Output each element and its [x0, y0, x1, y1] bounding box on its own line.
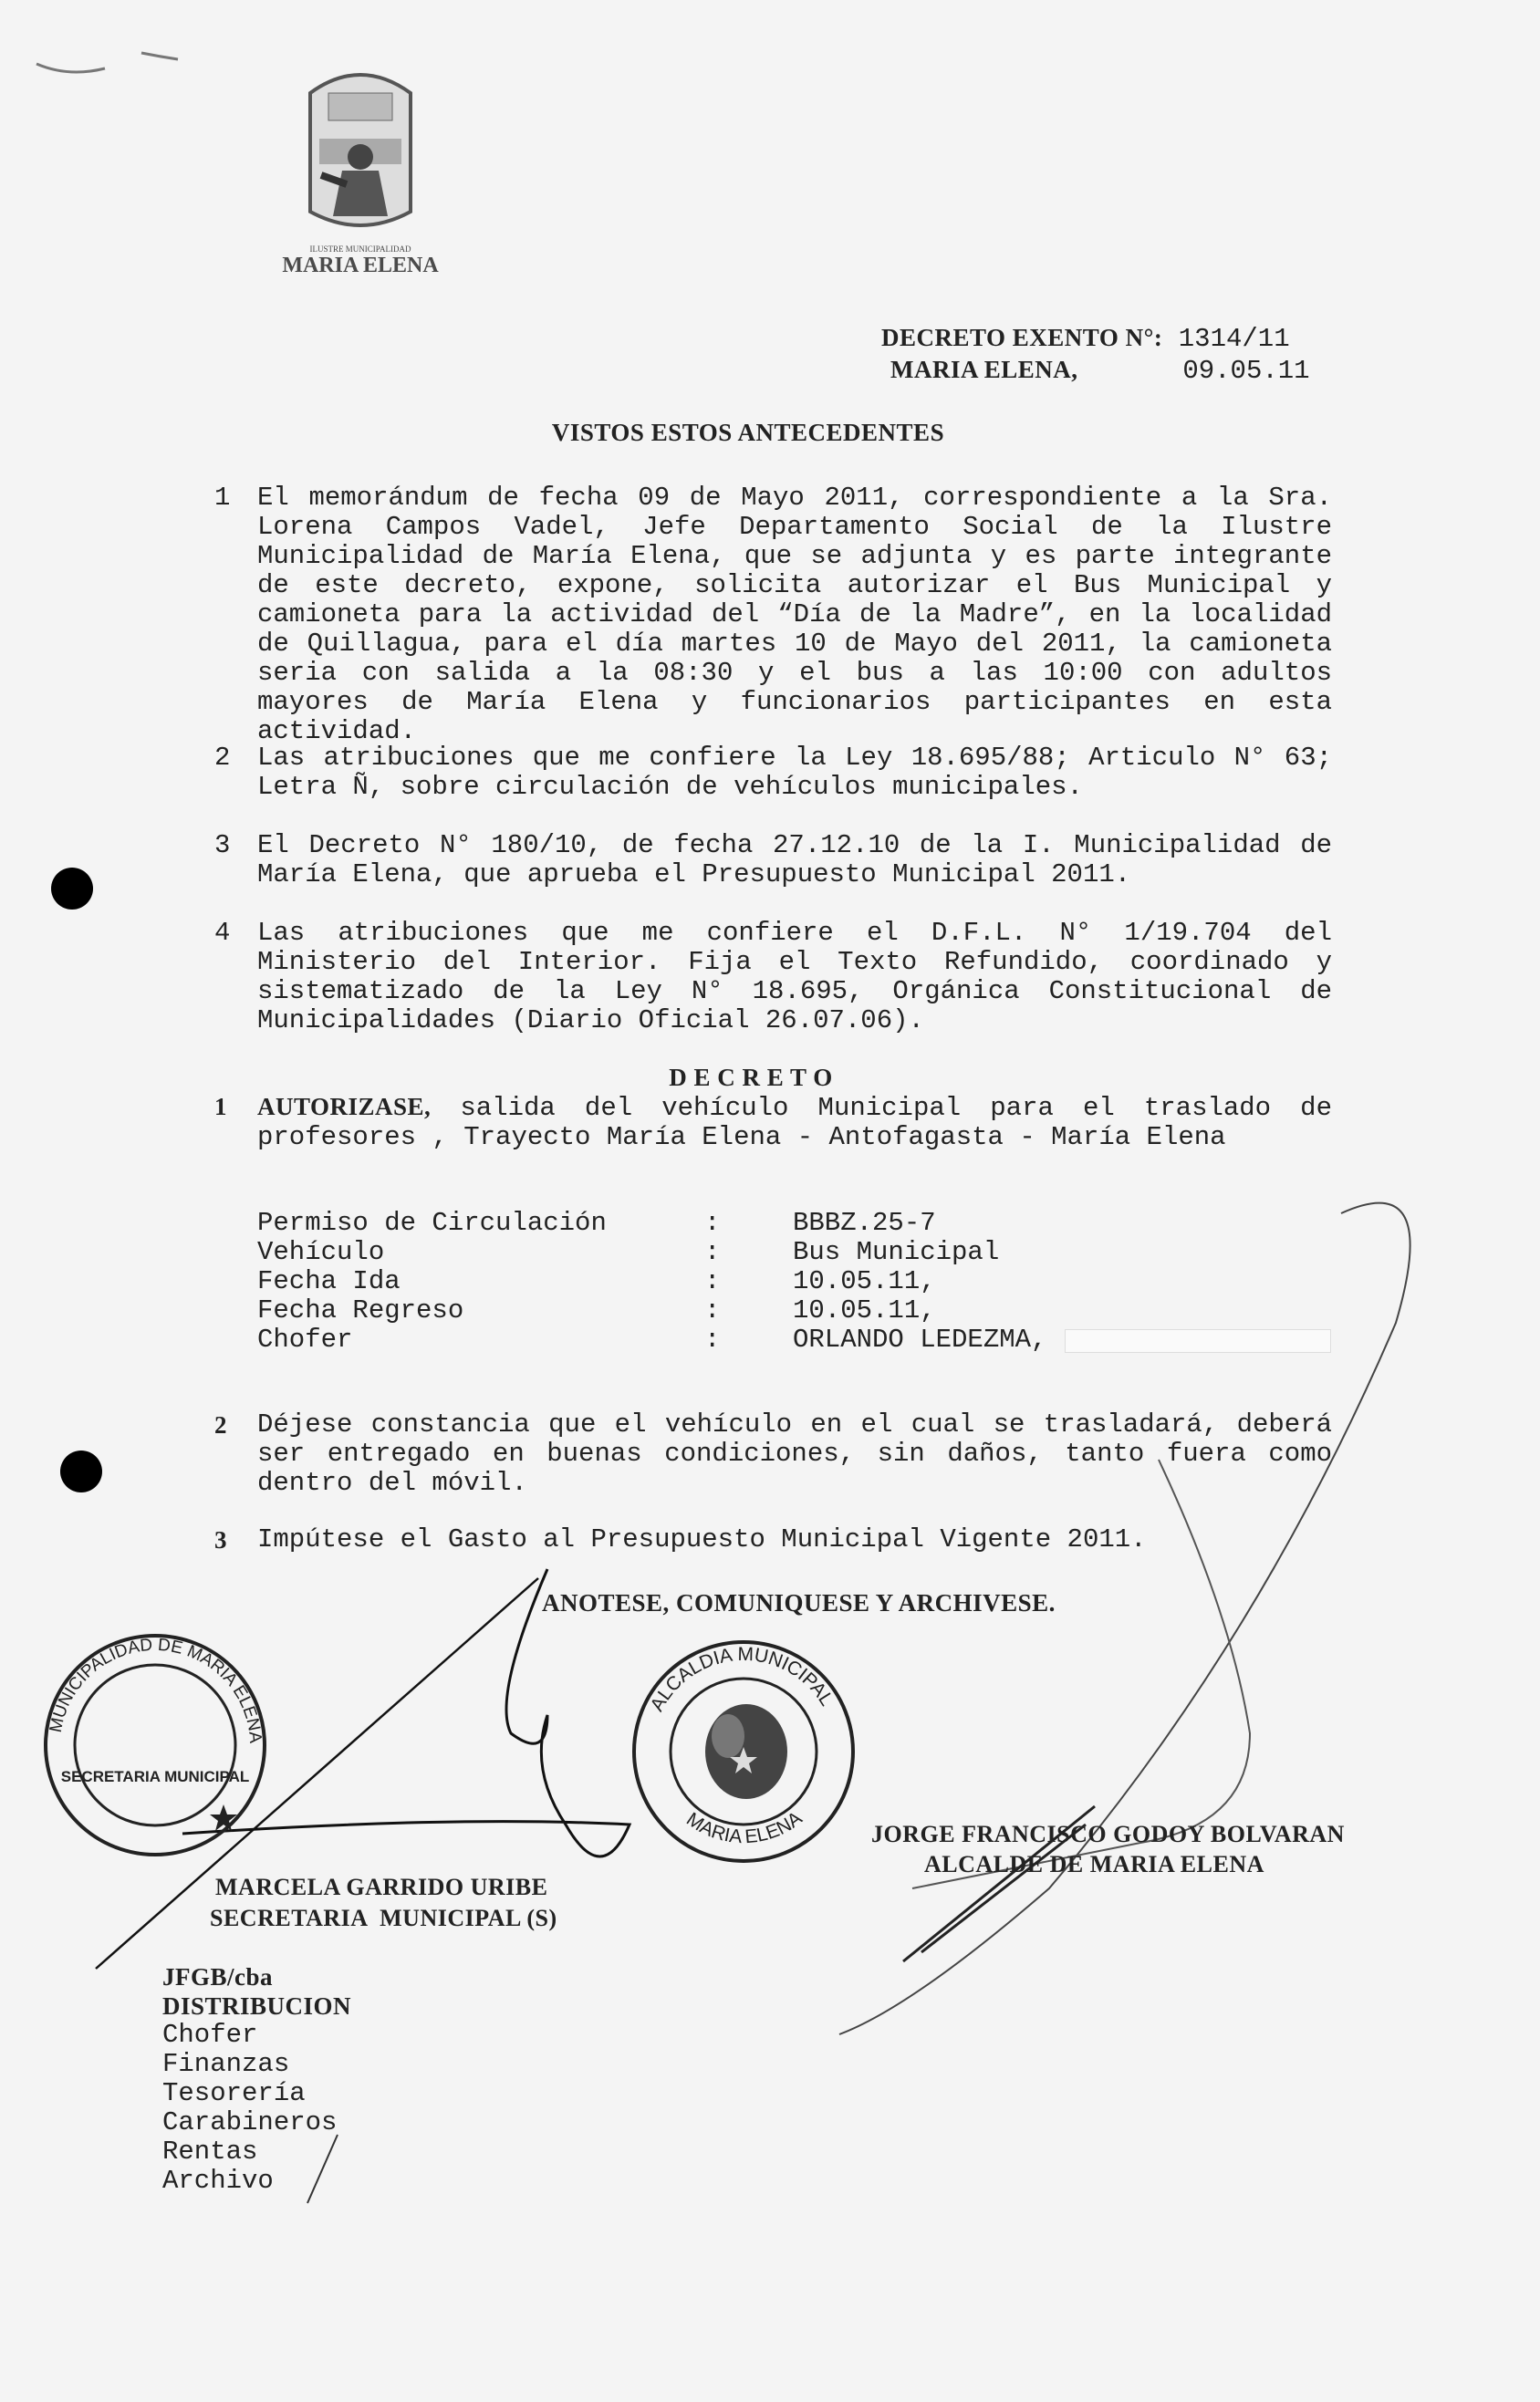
closing-formula: ANOTESE, COMUNIQUESE Y ARCHIVESE.	[542, 1589, 1056, 1617]
item-number: 1	[214, 483, 231, 513]
item-number: 3	[214, 1526, 227, 1554]
authorize-label: AUTORIZASE,	[257, 1093, 432, 1120]
distribution-item: Archivo	[162, 2166, 274, 2196]
municipal-logo	[274, 57, 447, 278]
detail-label: Vehículo	[257, 1237, 385, 1267]
detail-sep: :	[704, 1325, 721, 1355]
place: MARIA ELENA,	[890, 356, 1078, 383]
detail-value: ORLANDO LEDEZMA,	[793, 1325, 1047, 1355]
item-text: El memorándum de fecha 09 de Mayo 2011, correspondiente a la Sra. Lorena Campos Vadel, Jefe Departamento Social de la Ilustre Municipalidad de María Elena, que se adjunta y es parte integrante de este decreto, expone, solicita autorizar el Bus Municipal y camioneta para la actividad del “Día de la Madre”, en la localidad de Quillagua, para el día martes 10 de Mayo del 2011, la camioneta seria con salida a la 08:30 y el bus a las 10:00 con adultos mayores de María Elena y funcionarios participantes en esta actividad.	[257, 483, 1332, 746]
item-number: 2	[214, 1411, 227, 1439]
item-number: 2	[214, 743, 231, 773]
item-text: Impútese el Gasto al Presupuesto Municipal Vigente 2011.	[257, 1524, 1147, 1555]
detail-sep: :	[704, 1266, 721, 1296]
decree-label: DECRETO EXENTO N°:	[881, 324, 1163, 351]
distribution-item: Tesorería	[162, 2078, 306, 2108]
svg-text:MARIA ELENA	[682, 1807, 806, 1847]
punch-hole	[60, 1451, 102, 1492]
alcaldia-stamp	[630, 1638, 858, 1866]
detail-value: 10.05.11,	[793, 1266, 936, 1296]
item-number: 4	[214, 918, 231, 948]
stamp-bottom-text: MARIA ELENA	[682, 1807, 806, 1848]
decree-number: 1314/11	[1178, 324, 1290, 354]
svg-text:MUNICIPALIDAD DE MARIA ELENA	[47, 1636, 265, 1744]
stamp-inner-text: SECRETARIA MUNICIPAL	[60, 1768, 250, 1785]
place-date-line	[890, 355, 1310, 386]
detail-label: Fecha Ida	[257, 1266, 401, 1296]
coat-of-arms-icon	[705, 1704, 787, 1799]
detail-label: Chofer	[257, 1325, 353, 1355]
secretary-title: SECRETARIA MUNICIPAL (S)	[210, 1905, 557, 1931]
logo-name: MARIA ELENA	[282, 254, 439, 277]
decree-number-line	[881, 323, 1290, 354]
antecedente-4	[214, 919, 1332, 1035]
detail-sep: :	[704, 1208, 721, 1238]
vistos-title: VISTOS ESTOS ANTECEDENTES	[551, 419, 945, 446]
detail-sep: :	[704, 1237, 721, 1267]
staple-mark	[32, 46, 187, 82]
secretary-name: MARCELA GARRIDO URIBE	[215, 1874, 548, 1900]
antecedente-1	[214, 484, 1332, 746]
distribution-item: Chofer	[162, 2020, 258, 2050]
initials: JFGB/cba	[162, 1963, 274, 1991]
item-text: El Decreto N° 180/10, de fecha 27.12.10 de la I. Municipalidad de María Elena, que aprueba el Presupuesto Municipal 2011.	[257, 830, 1332, 889]
stamp-outer-text: MUNICIPALIDAD DE MARIA ELENA	[46, 1635, 265, 1744]
stamp-top-text: ALCALDIA MUNICIPAL	[646, 1643, 838, 1715]
detail-value: Bus Municipal	[793, 1237, 1000, 1267]
item-number: 1	[214, 1093, 227, 1120]
star-icon	[210, 1804, 237, 1831]
item-text: Las atribuciones que me confiere el D.F.L. N° 1/19.704 del Ministerio del Interior. Fija el Texto Refundido, coordinado y sistematizado de la Ley N° 18.695, Orgánica Constitucional de Municipalidades (Diario Oficial 26.07.06).	[257, 918, 1332, 1035]
detail-sep: :	[704, 1295, 721, 1326]
decreto-item-1	[214, 1092, 1332, 1152]
distribution-title: DISTRIBUCION	[162, 1992, 352, 2020]
distribution-item: Rentas	[162, 2137, 258, 2167]
distribution-item: Finanzas	[162, 2049, 290, 2079]
detail-label: Permiso de Circulación	[257, 1208, 607, 1238]
detail-value: BBBZ.25-7	[793, 1208, 936, 1238]
municipal-crest-icon	[301, 57, 420, 239]
logo-subtitle: ILUSTRE MUNICIPALIDAD	[309, 244, 411, 254]
distribution-item: Carabineros	[162, 2107, 338, 2137]
antecedente-2	[214, 743, 1332, 802]
mayor-name: JORGE FRANCISCO GODOY BOLVARAN	[871, 1821, 1345, 1847]
mayor-title: ALCALDE DE MARIA ELENA	[924, 1851, 1264, 1877]
secretaria-stamp	[41, 1631, 269, 1859]
detail-label: Fecha Regreso	[257, 1295, 464, 1326]
decree-date: 09.05.11	[1182, 356, 1310, 386]
item-number: 3	[214, 830, 231, 860]
punch-hole	[51, 868, 93, 910]
detail-value: 10.05.11,	[793, 1295, 936, 1326]
check-mark	[297, 2130, 351, 2212]
item-text: salida del vehículo Municipal para el traslado de profesores , Trayecto María Elena - Antofagasta - María Elena	[257, 1093, 1332, 1152]
item-text: Déjese constancia que el vehículo en el cual se trasladará, deberá ser entregado en buenas condiciones, sin daños, tanto fuera como dentro del móvil.	[257, 1409, 1332, 1498]
item-text: Las atribuciones que me confiere la Ley 18.695/88; Articulo N° 63; Letra Ñ, sobre circulación de vehículos municipales.	[257, 743, 1332, 802]
decreto-title: D E C R E T O	[669, 1064, 833, 1091]
antecedente-3	[214, 831, 1332, 889]
